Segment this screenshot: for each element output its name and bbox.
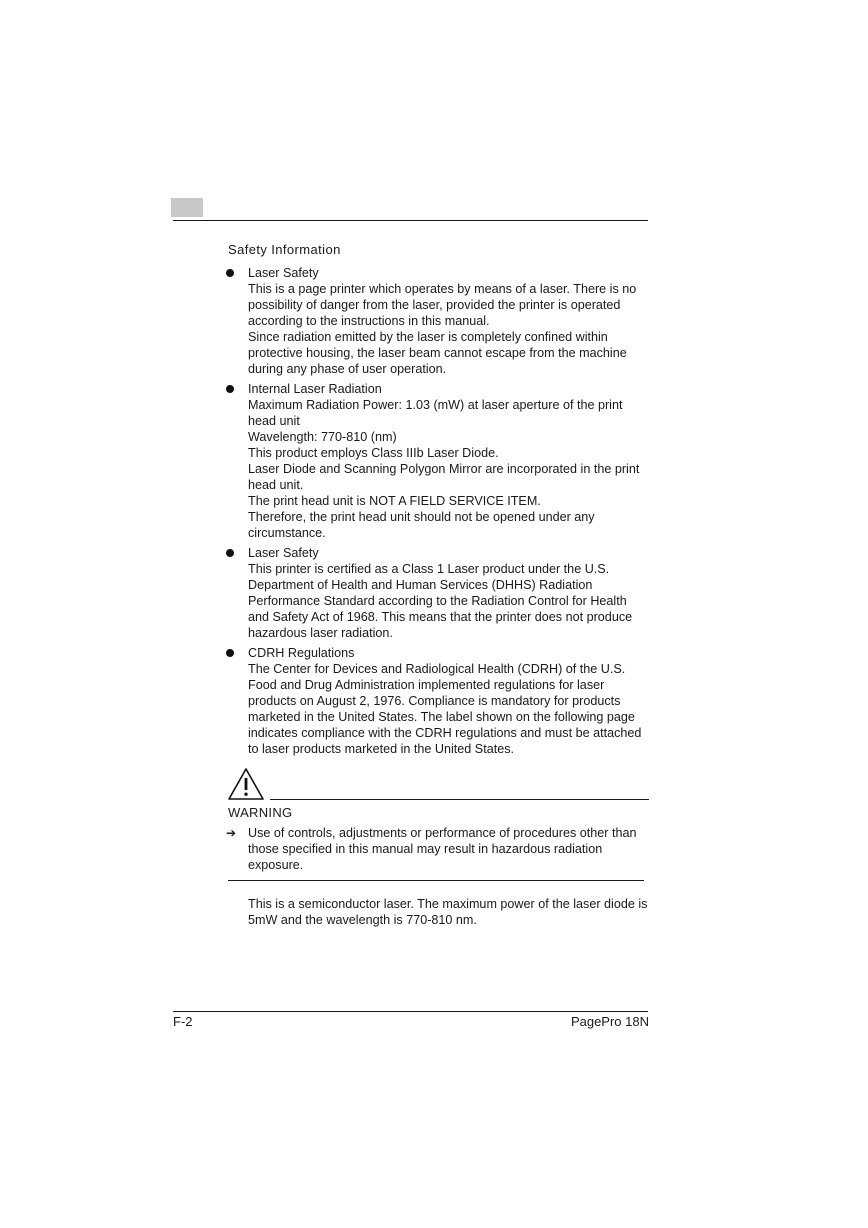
bullet-heading: Internal Laser Radiation [248,382,382,396]
header-rule [173,220,648,221]
bullet-text: This printer is certified as a Class 1 Laser product under the U.S. Department of Health and Human Services (DHHS) Radiation Performance Standard according to the Radiation Control for Health and Safety Act of 1968. This means that the printer does not produce hazardous laser radiation. [248,562,633,640]
bullet-text: This product employs Class IIIb Laser Diode. [248,446,499,460]
bullet-item-laser-safety-2 [226,545,650,641]
bullet-dot-icon [226,269,234,277]
product-name: PagePro 18N [570,1014,649,1029]
bullet-heading: CDRH Regulations [248,646,355,660]
bullet-text: Wavelength: 770-810 (nm) [248,430,397,444]
bullet-dot-icon [226,385,234,393]
bullet-item-laser-safety-1 [226,265,650,377]
section-title: Safety Information [228,242,341,257]
bullet-dot-icon [226,649,234,657]
footer-rule [173,1011,648,1012]
bullet-heading: Laser Safety [248,546,319,560]
bullet-heading: Laser Safety [248,266,319,280]
closing-paragraph: This is a semiconductor laser. The maximum power of the laser diode is 5mW and the wavelength is 770-810 nm. [248,897,648,927]
warning-text: Use of controls, adjustments or performance of procedures other than those specified in this manual may result in hazardous radiation exposure. [248,826,637,872]
bullet-text: The Center for Devices and Radiological Health (CDRH) of the U.S. Food and Drug Administration implemented regulations for laser products on August 2, 1976. Compliance is mandatory for products marketed in the United States. The label shown on the following page indicates compliance with the CDRH regulations and must be attached to laser products marketed in the United States. [248,662,642,756]
bullet-list [226,265,650,761]
bullet-text: This is a page printer which operates by means of a laser. There is no possibility of danger from the laser, provided the printer is operated according to the instructions in this manual. [248,282,637,328]
warning-rule [270,799,649,800]
warning-item [226,825,650,873]
chapter-tab-marker [171,198,203,217]
bullet-text: Laser Diode and Scanning Polygon Mirror are incorporated in the print head unit. [248,462,640,492]
bullet-item-cdrh-regulations [226,645,650,757]
arrow-right-icon: ➔ [226,826,237,840]
warning-label: WARNING [228,805,293,820]
bullet-text: Since radiation emitted by the laser is completely confined within protective housing, the laser beam cannot escape from the machine during any phase of user operation. [248,330,627,376]
bullet-text: Maximum Radiation Power: 1.03 (mW) at laser aperture of the print head unit [248,398,623,428]
bullet-text: The print head unit is NOT A FIELD SERVICE ITEM. [248,494,541,508]
bullet-dot-icon [226,549,234,557]
warning-triangle-icon [227,767,265,801]
warning-end-rule [228,880,644,881]
page-number: F-2 [173,1014,193,1029]
bullet-text: Therefore, the print head unit should not be opened under any circumstance. [248,510,595,540]
bullet-item-internal-laser-radiation [226,381,650,541]
